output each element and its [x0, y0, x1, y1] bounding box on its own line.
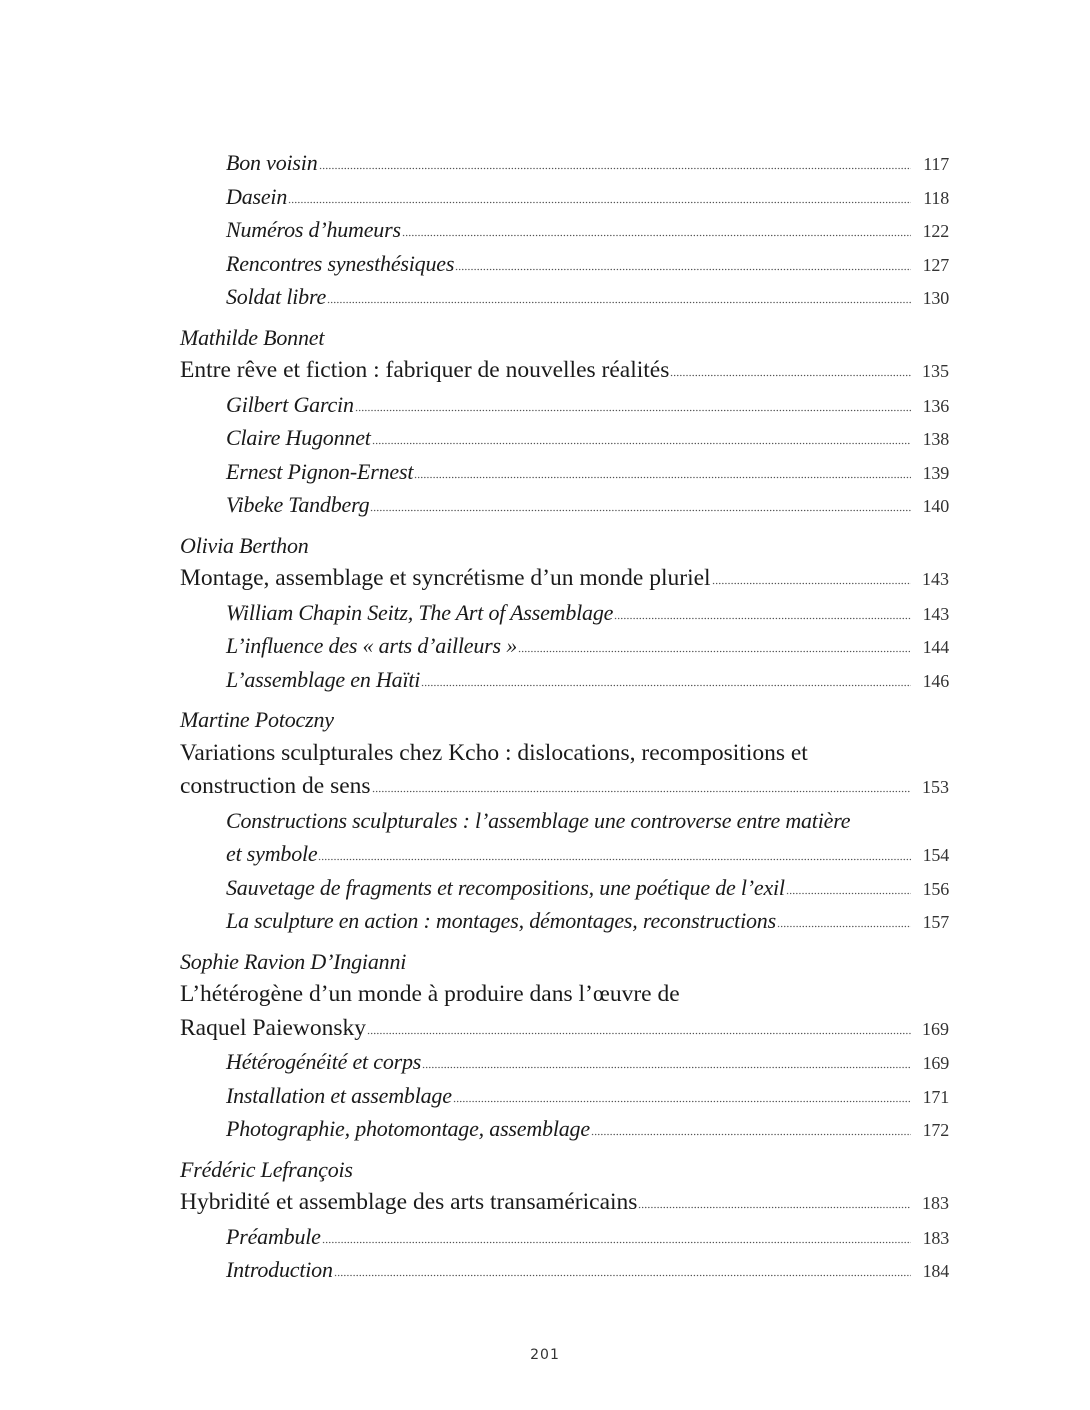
chapter-title: Raquel Paiewonsky	[180, 1014, 367, 1041]
toc-entry[interactable]	[180, 1112, 949, 1146]
entry-title: Photographie, photomontage, assemblage	[226, 1116, 590, 1141]
dot-leader	[670, 367, 911, 377]
entry-title: et symbole	[226, 841, 318, 866]
toc-entry[interactable]	[180, 1220, 949, 1254]
entry-title: Gilbert Garcin	[226, 391, 354, 417]
entry-title: La sculpture en action : montages, démontages, reconstructions	[226, 908, 776, 933]
entry-title: Claire Hugonnet	[226, 425, 371, 450]
entry-page-number: 130	[922, 288, 949, 308]
entry-title: Ernest Pignon-Ernest	[226, 458, 414, 484]
dot-leader	[327, 294, 911, 304]
entry-title: Vibeke Tandberg	[226, 492, 370, 517]
dot-leader	[591, 1126, 911, 1136]
toc-section	[180, 703, 949, 938]
entry-title: Rencontres synesthésiques	[226, 250, 455, 276]
entry-page-number: 183	[922, 1227, 949, 1248]
toc-entry[interactable]	[180, 1079, 949, 1113]
table-of-contents	[180, 146, 949, 1287]
chapter-entry[interactable]	[180, 354, 949, 388]
toc-entry[interactable]	[180, 629, 949, 663]
section-gap	[180, 696, 949, 703]
dot-leader	[614, 610, 911, 620]
dot-leader	[518, 643, 911, 653]
entry-page-number: 127	[922, 254, 949, 275]
section-author: Olivia Berthon	[180, 532, 309, 558]
dot-leader	[777, 918, 911, 928]
toc-entry[interactable]	[180, 455, 949, 489]
entry-title: Sauvetage de fragments et recompositions, une poétique de l’exil	[226, 874, 785, 900]
section-gap	[180, 314, 949, 321]
chapter-title-line[interactable]: L’hétérogène d’un monde à produire dans l’œuvre de	[180, 981, 680, 1007]
entry-page-number: 154	[922, 845, 949, 865]
dot-leader	[421, 677, 911, 687]
toc-entry[interactable]	[180, 871, 949, 905]
dot-leader	[322, 1234, 911, 1244]
toc-entry[interactable]	[180, 1253, 949, 1287]
entry-title: Hétérogénéité et corps	[226, 1049, 422, 1074]
entry-title-line[interactable]: Constructions sculpturales : l’assemblage une controverse entre matière	[226, 807, 851, 833]
page-number-footer: 201	[530, 1347, 560, 1363]
section-gap	[180, 522, 949, 529]
toc-section	[180, 321, 949, 522]
entry-page-number: 118	[923, 187, 949, 208]
chapter-page-number: 169	[922, 1018, 949, 1039]
entry-page-number: 169	[922, 1053, 949, 1073]
entry-title: Introduction	[226, 1257, 333, 1282]
toc-entry[interactable]	[180, 663, 949, 697]
toc-entry[interactable]	[180, 837, 949, 871]
dot-leader	[367, 1025, 911, 1035]
entry-page-number: 144	[922, 637, 949, 657]
entry-page-number: 136	[922, 395, 949, 416]
dot-leader	[712, 575, 911, 585]
section-author: Frédéric Lefrançois	[180, 1156, 353, 1182]
entry-title: Dasein	[226, 183, 288, 209]
dot-leader	[370, 502, 911, 512]
toc-entry[interactable]	[180, 421, 949, 455]
section-gap	[180, 938, 949, 945]
entry-title: William Chapin Seitz, The Art of Assemblage	[226, 599, 614, 625]
section-gap	[180, 1146, 949, 1153]
dot-leader	[638, 1199, 911, 1209]
chapter-title-line[interactable]: Variations sculpturales chez Kcho : dislocations, recompositions et	[180, 739, 808, 766]
dot-leader	[334, 1267, 911, 1277]
dot-leader	[453, 1093, 911, 1103]
entry-page-number: 122	[922, 221, 949, 241]
entry-page-number: 117	[923, 154, 949, 174]
entry-page-number: 143	[922, 603, 949, 624]
entry-title: Préambule	[226, 1223, 321, 1249]
entry-page-number: 146	[922, 670, 949, 691]
entry-title: Numéros d’humeurs	[226, 217, 401, 242]
chapter-page-number: 135	[922, 361, 949, 381]
toc-section	[180, 1153, 949, 1287]
entry-title: Bon voisin	[226, 150, 318, 175]
chapter-page-number: 153	[922, 777, 949, 797]
chapter-title: Montage, assemblage et syncrétisme d’un monde pluriel	[180, 565, 711, 591]
entry-page-number: 140	[922, 496, 949, 516]
entry-page-number: 172	[922, 1120, 949, 1140]
toc-entry[interactable]	[180, 388, 949, 422]
dot-leader	[455, 261, 911, 271]
chapter-title: construction de sens	[180, 773, 371, 799]
entry-title: Soldat libre	[226, 284, 327, 309]
entry-page-number: 139	[922, 462, 949, 483]
entry-page-number: 184	[922, 1261, 949, 1281]
entry-title: L’assemblage en Haïti	[226, 666, 421, 692]
dot-leader	[288, 194, 911, 204]
entry-title: L’influence des « arts d’ailleurs »	[226, 633, 517, 658]
chapter-entry[interactable]	[180, 562, 949, 596]
toc-entry[interactable]	[180, 146, 949, 180]
dot-leader	[318, 851, 911, 861]
toc-entry[interactable]	[180, 213, 949, 247]
toc-section	[180, 945, 949, 1146]
dot-leader	[372, 435, 911, 445]
dot-leader	[402, 227, 911, 237]
dot-leader	[355, 402, 911, 412]
toc-entry[interactable]	[180, 596, 949, 630]
section-author: Sophie Ravion D’Ingianni	[180, 948, 407, 974]
entry-page-number: 171	[922, 1086, 949, 1107]
entry-page-number: 156	[922, 878, 949, 899]
toc-entry[interactable]	[180, 488, 949, 522]
dot-leader	[786, 885, 911, 895]
toc-entry[interactable]	[180, 247, 949, 281]
chapter-title: Hybridité et assemblage des arts transaméricains	[180, 1189, 638, 1215]
toc-entry[interactable]	[180, 280, 949, 314]
chapter-entry[interactable]	[180, 770, 949, 804]
dot-leader	[414, 469, 911, 479]
toc-entry[interactable]	[180, 180, 949, 214]
dot-leader	[319, 160, 912, 170]
chapter-page-number: 143	[922, 569, 949, 589]
dot-leader	[422, 1059, 911, 1069]
chapter-title: Entre rêve et fiction : fabriquer de nouvelles réalités	[180, 357, 670, 383]
toc-section	[180, 529, 949, 697]
entry-title: Installation et assemblage	[226, 1082, 452, 1108]
chapter-entry[interactable]	[180, 1012, 949, 1046]
entry-page-number: 138	[922, 429, 949, 449]
toc-entry[interactable]	[180, 904, 949, 938]
section-author: Martine Potoczny	[180, 707, 334, 732]
toc-entry[interactable]	[180, 1045, 949, 1079]
dot-leader	[372, 783, 911, 793]
section-author: Mathilde Bonnet	[180, 324, 325, 350]
chapter-entry[interactable]	[180, 1186, 949, 1220]
entry-page-number: 157	[922, 912, 949, 932]
chapter-page-number: 183	[922, 1193, 949, 1213]
